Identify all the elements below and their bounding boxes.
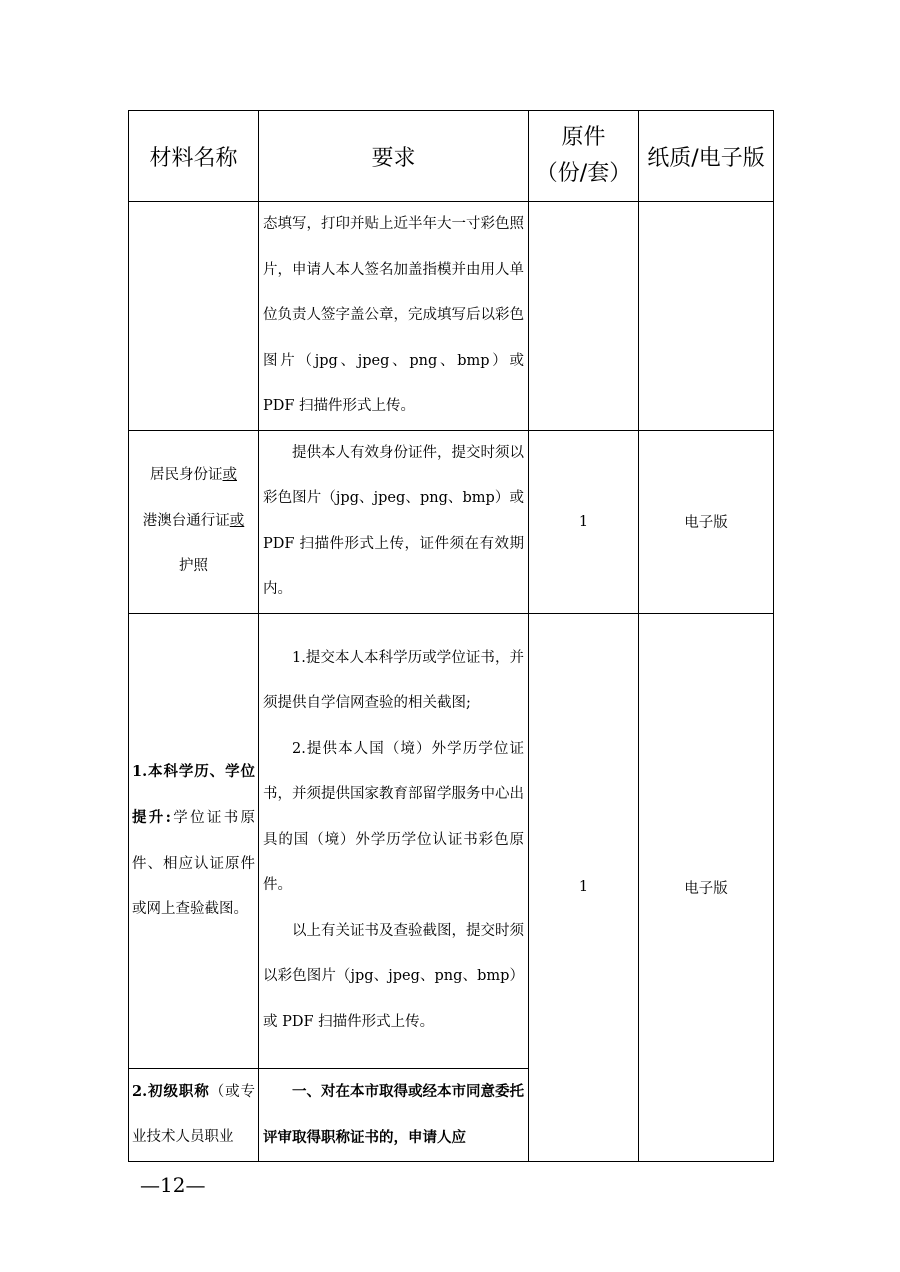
cell-name [129,613,259,1068]
header-name: 材料名称 [129,111,259,202]
page-number: —12— [140,1173,206,1197]
header-format: 纸质/电子版 [639,111,774,202]
table-row [129,430,774,613]
cell-format: 电子版 [639,430,774,613]
requirement-paragraph-1: 1.提交本人本科学历或学位证书，并须提供自学信网查验的相关截图; [263,649,524,712]
name-passport: 护照 [179,558,208,575]
name-bold: 1.本科学历、学位提升: [132,762,255,826]
cell-format [639,202,774,431]
name-rest: 学位证书原件、相应认证原件或网上查验截图。 [132,810,255,917]
requirement-text: 态填写，打印并贴上近半年大一寸彩色照片，申请人本人签名加盖指模并由用人单位负责人签字盖公章，完成填写后以彩色图片（jpg、jpeg、png、bmp）或 PDF 扫描件形式上传。 [263,216,524,414]
name-permit: 港澳台通行证 [142,512,230,529]
header-row [129,111,774,202]
cell-requirement [259,430,529,613]
header-original [529,111,639,202]
requirement-text: 提供本人有效身份证件，提交时须以彩色图片（jpg、jpeg、png、bmp）或 PDF 扫描件形式上传，证件须在有效期内。 [263,444,524,597]
cell-original: 1 [529,430,639,613]
header-requirement: 要求 [259,111,529,202]
header-original-line1: 原件 [561,125,606,150]
requirement-paragraph-3: 以上有关证书及查验截图，提交时须以彩色图片（jpg、jpeg、png、bmp）或 PDF 扫描件形式上传。 [263,922,524,1030]
requirement-text: 一、对在本市取得或经本市同意委托评审取得职称证书的，申请人应 [263,1083,524,1146]
name-id-card: 居民身份证 [150,467,223,484]
cell-requirement [259,202,529,431]
cell-requirement [259,613,529,1068]
cell-original [529,202,639,431]
cell-original: 1 [529,613,639,1161]
cell-name [129,430,259,613]
name-or: 或 [222,467,237,484]
cell-name [129,202,259,431]
cell-requirement [259,1068,529,1161]
header-original-line2: （份/套） [535,161,632,186]
cell-format: 电子版 [639,613,774,1161]
requirement-paragraph-2: 2.提供本人国（境）外学历学位证书，并须提供国家教育部留学服务中心出具的国（境）外学历学位认证书彩色原件。 [263,740,524,894]
name-rest: （或专业技术人员职业 [132,1083,256,1145]
name-bold: 2.初级职称 [132,1082,210,1100]
table-row [129,613,774,1068]
table-row [129,202,774,431]
cell-name [129,1068,259,1161]
name-or: 或 [229,512,245,529]
materials-table [128,110,774,1162]
